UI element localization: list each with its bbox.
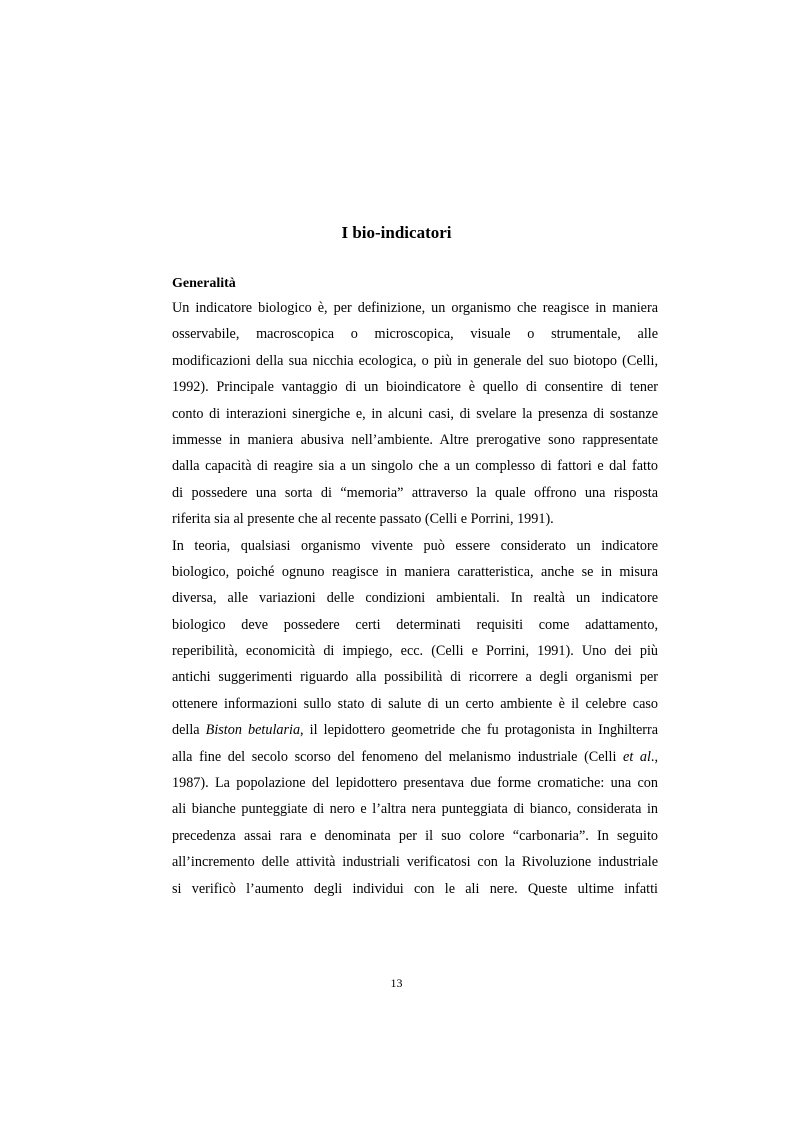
section-heading: Generalità [172,276,236,291]
text-segment: , il lepidottero geometride che fu protagonista in Inghilterra [300,722,659,739]
text-line: si verificò l’aumento degli individui con le ali nere. Queste ultime infatti [172,880,658,897]
text-line: all’incremento delle attività industriali verificatosi con la Rivoluzione industriale [172,854,658,871]
text-line: immesse in maniera abusiva nell’ambiente. Altre prerogative sono rappresentate [172,431,658,448]
text-line: In teoria, qualsiasi organismo vivente può essere considerato un indicatore [172,537,658,554]
text-segment: della [172,722,206,739]
text-line: antichi suggerimenti riguardo alla possibilità di ricorrere a degli organismi per [172,669,658,686]
text-line: riferita sia al presente che al recente passato (Celli e Porrini, 1991). [172,511,554,528]
text-line: di possedere una sorta di “memoria” attraverso la quale offrono una risposta [172,484,658,501]
text-line: osservabile, macroscopica o microscopica, visuale o strumentale, alle [172,326,658,343]
page-number: 13 [390,976,403,990]
text-line: biologico, poiché ognuno reagisce in maniera caratteristica, anche se in misura [172,563,658,580]
text-line: dalla capacità di reagire sia a un singolo che a un complesso di fattori e dal fatto [172,458,658,475]
text-line: ottenere informazioni sullo stato di salute di un certo ambiente è il celebre caso [172,695,658,712]
text-segment: ., [650,748,659,765]
text-line: 1987). La popolazione del lepidottero presentava due forme cromatiche: una con [172,775,658,792]
body-text [172,295,658,902]
italic-text: Biston betularia [205,722,301,739]
text-line: precedenza assai rara e denominata per il suo colore “carbonaria”. In seguito [172,827,658,844]
text-line: modificazioni della sua nicchia ecologica, o più in generale del suo biotopo (Celli, [172,352,658,369]
text-segment: alla fine del secolo scorso del fenomeno del melanismo industriale (Celli [172,748,624,765]
text-line: diversa, alle variazioni delle condizioni ambientali. In realtà un indicatore [172,590,658,607]
text-line: reperibilità, economicità di impiego, ecc. (Celli e Porrini, 1991). Uno dei più [172,643,658,660]
italic-text: et al [623,748,651,765]
text-line [172,744,658,770]
text-line: 1992). Principale vantaggio di un bioindicatore è quello di consentire di tener [172,379,658,396]
text-line: biologico deve possedere certi determinati requisiti come adattamento, [172,616,658,633]
text-line [172,717,658,743]
text-line: Un indicatore biologico è, per definizione, un organismo che reagisce in maniera [172,300,658,316]
chapter-title: I bio-indicatori [341,223,452,242]
text-line: conto di interazioni sinergiche e, in alcuni casi, di svelare la presenza di sostanze [172,405,658,422]
text-line: ali bianche punteggiate di nero e l’altra nera punteggiata di bianco, considerata in [172,801,658,818]
